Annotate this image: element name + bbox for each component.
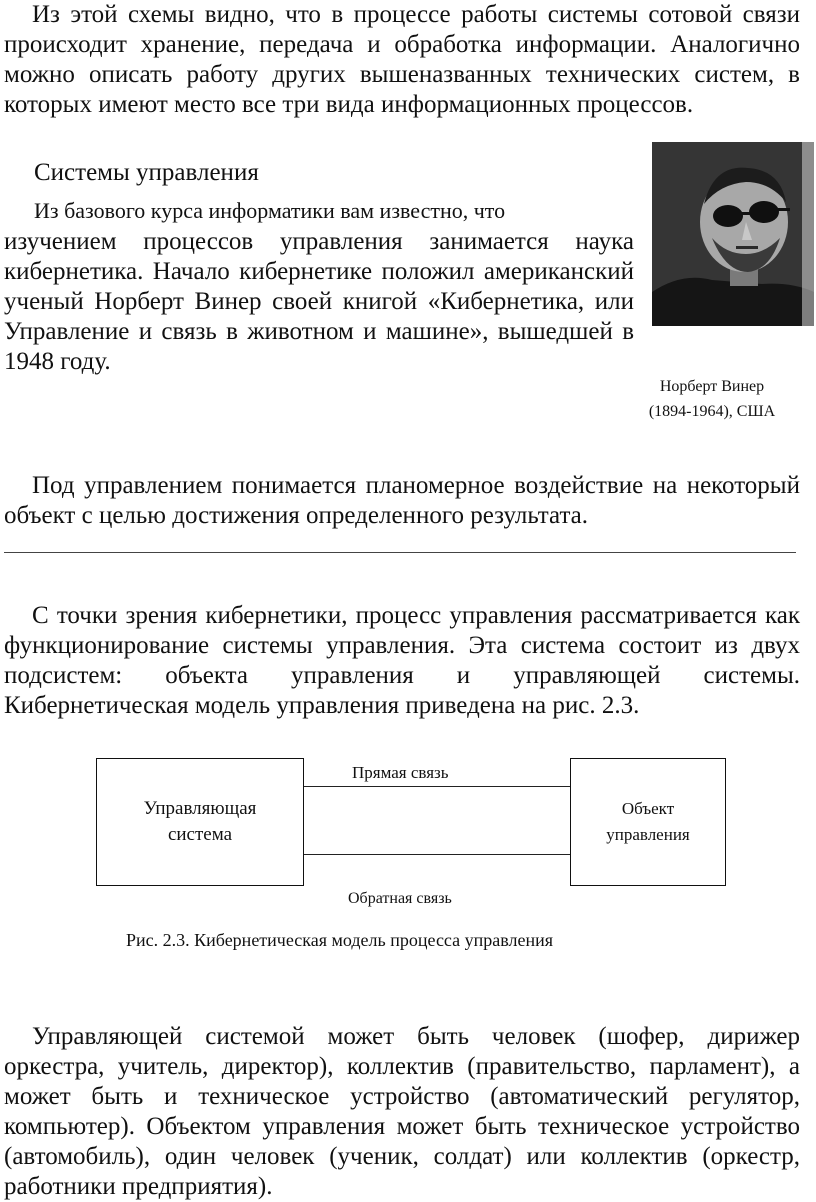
photo-caption-years: (1894-1964), США xyxy=(648,403,776,420)
cybernetics-paragraph-first-line: Из базового курса информатики вам известно, что xyxy=(34,198,506,223)
control-object-box xyxy=(570,758,726,886)
portrait-image xyxy=(652,142,814,326)
feedback-link-label: Обратная связь xyxy=(348,890,452,907)
model-paragraph: С точки зрения кибернетики, процесс управления рассматривается как функционирование системы управления. Эта система состоит из двух подсистем: объекта управления и управляющей системы. Кибернетическая модель управления приведена на рис. 2.3. xyxy=(4,602,800,719)
photo-caption-name: Норберт Винер xyxy=(659,378,765,395)
cybernetics-paragraph: изучением процессов управления занимается наука кибернетика. Начало кибернетике положил американский ученый Норберт Винер своей книгой «Кибернетика, или Управление и связь в животном и машине», вышедшей в 1948 году. xyxy=(4,228,634,375)
section-heading: Системы управления xyxy=(34,159,259,186)
control-system-box xyxy=(96,758,304,886)
photo-caption xyxy=(612,374,812,424)
control-object-label-line2: управления xyxy=(606,825,690,844)
cybernetic-model-diagram xyxy=(96,758,726,910)
portrait-photo xyxy=(652,142,814,326)
examples-paragraph: Управляющей системой может быть человек (шофер, дирижер оркестра, учитель, директор), коллектив (правительство, парламент), а может быть и техническое устройство (автоматический регулятор, компьютер). Объектом управления может быть техническое устройство (автомобиль), один человек (ученик, солдат) или коллектив (оркестр, работники предприятия). xyxy=(4,1023,800,1200)
control-object-label-line1: Объект xyxy=(621,799,675,818)
control-system-label-line2: система xyxy=(167,824,233,845)
feedback-link-line xyxy=(304,854,570,855)
forward-link-label: Прямая связь xyxy=(352,763,449,782)
forward-link-line xyxy=(304,786,570,787)
intro-paragraph: Из этой схемы видно, что в процессе работы системы сотовой связи происходит хранение, передача и обработка информации. Аналогично можно описать работу других вышеназванных технических систем, в которых имеют место все три вида информационных процессов. xyxy=(4,1,800,118)
control-system-label-line1: Управляющая xyxy=(143,798,257,819)
horizontal-rule xyxy=(4,552,796,553)
definition-paragraph: Под управлением понимается планомерное воздействие на некоторый объект с целью достижения определенного результата. xyxy=(4,472,800,529)
figure-caption: Рис. 2.3. Кибернетическая модель процесса управления xyxy=(126,930,554,950)
